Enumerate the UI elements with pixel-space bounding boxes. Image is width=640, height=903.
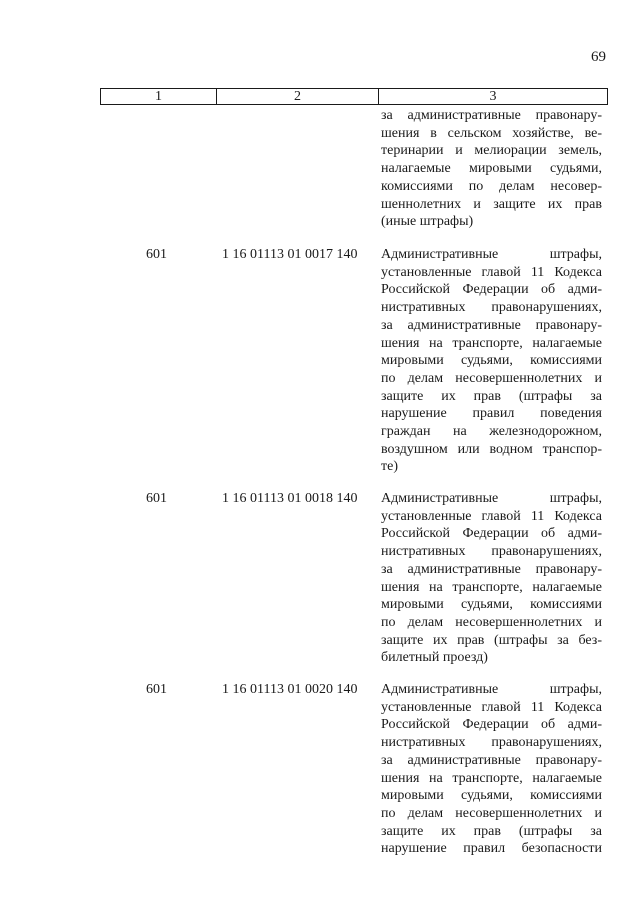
revenue-description — [381, 490, 602, 667]
description-line: за административные правонару- — [381, 752, 602, 768]
description-line: по делам несовершеннолетних и — [381, 614, 602, 630]
column-header-2: 2 — [217, 89, 379, 105]
description-line: Административные штрафы, — [381, 682, 602, 697]
description-line: налагаемые мировыми судьями, — [381, 161, 602, 177]
description-line: шения на транспорте, налагаемые — [381, 579, 602, 595]
table-header — [100, 88, 608, 105]
description-line: Административные штрафы, — [381, 247, 602, 262]
description-line: установленные главой 11 Кодекса — [381, 508, 602, 524]
description-line: нистративных правонарушениях, — [381, 544, 602, 560]
description-line: шения в сельском хозяйстве, ве- — [381, 125, 602, 141]
description-line: установленные главой 11 Кодекса — [381, 264, 602, 280]
description-line: (иные штрафы) — [381, 214, 474, 230]
description-line: Российской Федерации об адми- — [381, 526, 602, 542]
admin-code: 601 — [146, 491, 167, 506]
description-line: граждан на железнодорожном, — [381, 424, 602, 440]
description-line: за административные правонару- — [381, 561, 602, 577]
description-line: Российской Федерации об адми- — [381, 717, 602, 733]
description-line: воздушном или водном транспор- — [381, 441, 602, 457]
budget-classification-code: 1 16 01113 01 0018 140 — [222, 491, 358, 506]
column-header-3: 3 — [379, 89, 608, 105]
description-line: защите их прав (штрафы за — [381, 388, 602, 404]
budget-classification-code: 1 16 01113 01 0017 140 — [222, 247, 358, 262]
description-line: билетный проезд) — [381, 650, 488, 666]
admin-code: 601 — [146, 247, 167, 262]
description-line: шения на транспорте, налагаемые — [381, 770, 602, 786]
description-line: теринарии и мелиорации земель, — [381, 143, 602, 159]
description-line: шеннолетних и защите их прав — [381, 196, 602, 212]
description-line: комиссиями по делам несовер- — [381, 178, 602, 194]
revenue-description — [381, 681, 602, 858]
column-header-1: 1 — [101, 89, 217, 105]
description-line: нарушение правил безопасности — [381, 841, 602, 857]
description-line: нистративных правонарушениях, — [381, 735, 602, 751]
description-line: за административные правонару- — [381, 317, 602, 333]
page-number: 69 — [591, 49, 606, 65]
description-line: нарушение правил поведения — [381, 406, 602, 422]
description-line: Российской Федерации об адми- — [381, 282, 602, 298]
description-line: Административные штрафы, — [381, 491, 602, 506]
description-line: защите их прав (штрафы за — [381, 823, 602, 839]
description-line: мировыми судьями, комиссиями — [381, 788, 602, 804]
description-line: за административные правонару- — [381, 108, 602, 123]
description-line: мировыми судьями, комиссиями — [381, 353, 602, 369]
description-line: по делам несовершеннолетних и — [381, 370, 602, 386]
revenue-description — [381, 246, 602, 476]
description-line: установленные главой 11 Кодекса — [381, 699, 602, 715]
description-line: те) — [381, 459, 398, 475]
description-line: защите их прав (штрафы за без- — [381, 632, 602, 648]
description-line: шения на транспорте, налагаемые — [381, 335, 602, 351]
description-line: нистративных правонарушениях, — [381, 300, 602, 316]
budget-classification-code: 1 16 01113 01 0020 140 — [222, 682, 358, 697]
admin-code: 601 — [146, 682, 167, 697]
continued-description — [381, 107, 602, 231]
description-line: по делам несовершеннолетних и — [381, 805, 602, 821]
description-line: мировыми судьями, комиссиями — [381, 597, 602, 613]
